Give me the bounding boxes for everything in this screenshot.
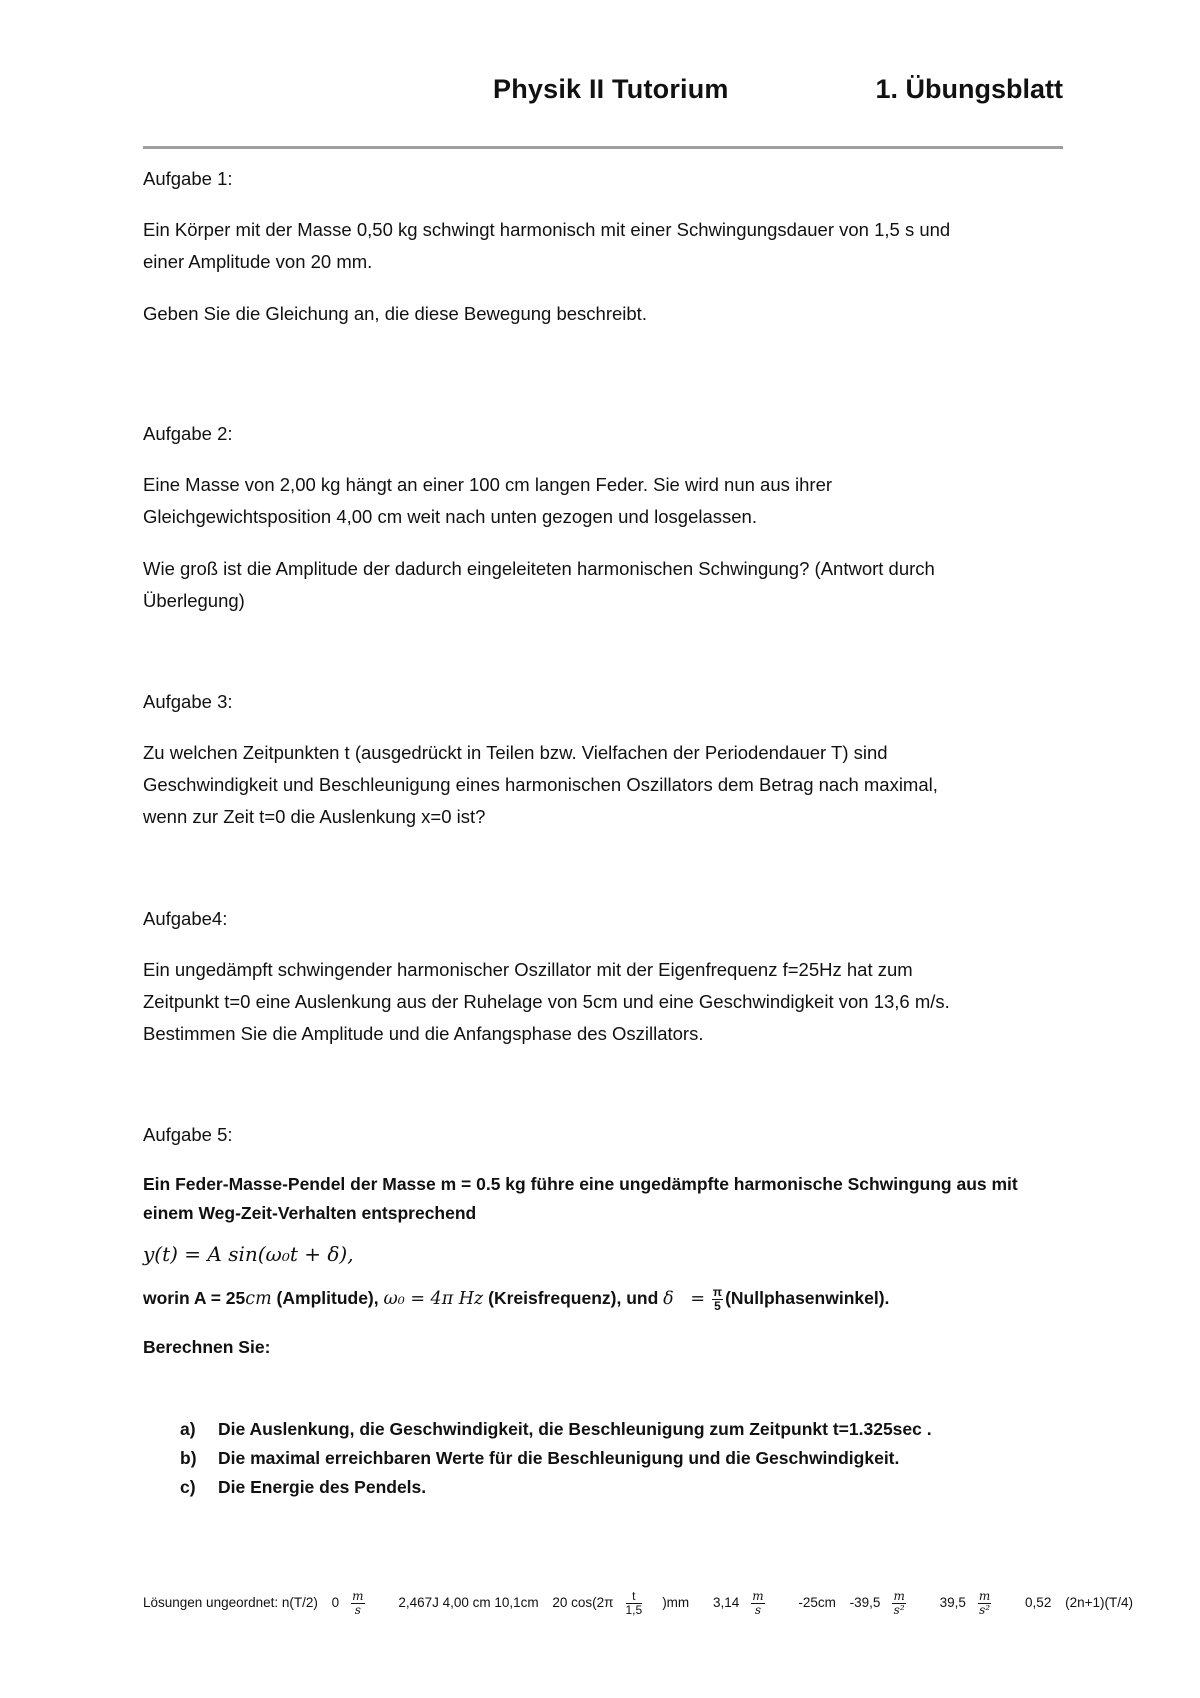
task-4-text-line2: Zeitpunkt t=0 eine Auslenkung aus der Ruhelage von 5cm und eine Geschwindigkeit von 13,6 m/s. — [143, 991, 950, 1012]
pi-over-five-fraction — [712, 1286, 723, 1313]
solution-phase: 0,52 — [1025, 1595, 1052, 1611]
omega-expression: ω₀ = 4π Hz — [383, 1289, 484, 1309]
task-2-question-line1: Wie groß ist die Amplitude der dadurch eingeleiteten harmonischen Schwingung? (Antwort durch — [143, 558, 935, 579]
task-2-text-line1: Eine Masse von 2,00 kg hängt an einer 100 cm langen Feder. Sie wird nun aus ihrer — [143, 474, 833, 495]
list-item-text: Die maximal erreichbaren Werte für die Beschleunigung und die Geschwindigkeit. — [218, 1448, 900, 1468]
solution-velocity: 3,14 $\frac{m}{s}$ — [713, 1595, 785, 1610]
list-marker: a) — [180, 1419, 196, 1439]
header-divider — [143, 146, 1063, 149]
list-item-text: Die Energie des Pendels. — [218, 1477, 427, 1497]
solutions-label: Lösungen ungeordnet: n(T/2) — [143, 1595, 318, 1611]
solution-acceleration: 39,5 $\frac{m}{\text{s²}}$ — [940, 1595, 1012, 1610]
page-header — [143, 74, 1063, 114]
solution-acceleration-negative: -39,5 $\frac{m}{\text{s²}}$ — [850, 1595, 926, 1610]
nullphasenwinkel-label: (Nullphasenwinkel). — [725, 1288, 890, 1308]
task-5-where-line — [143, 1282, 1043, 1315]
task-2 — [143, 418, 1043, 617]
task-5-text-line1: Ein Feder-Masse-Pendel der Masse m = 0.5 kg führe eine ungedämpfte harmonische Schwingung aus mit — [143, 1174, 1018, 1194]
berechnen-heading: Berechnen Sie: — [143, 1337, 271, 1357]
list-item — [180, 1473, 1060, 1502]
fraction-numerator: π — [712, 1284, 723, 1299]
solution-times: (2n+1)(T/4) — [1065, 1595, 1133, 1611]
task-4-heading: Aufgabe4: — [143, 908, 228, 929]
fraction-denominator: 5 — [714, 1298, 721, 1313]
task-1-heading: Aufgabe 1: — [143, 168, 233, 189]
task-3-text-line2: Geschwindigkeit und Beschleunigung eines harmonischen Oszillators dem Betrag nach maximal, — [143, 774, 938, 795]
kreisfrequenz-label: (Kreisfrequenz), und — [483, 1288, 664, 1308]
task-4 — [143, 903, 1043, 1050]
task-1 — [143, 163, 1043, 330]
document-title: Physik II Tutorium — [493, 74, 729, 104]
task-5-heading: Aufgabe 5: — [143, 1124, 233, 1145]
task-3-heading: Aufgabe 3: — [143, 691, 233, 712]
amplitude-unit: cm — [245, 1289, 272, 1309]
solution-values-group: 2,467J 4,00 cm 10,1cm — [398, 1595, 539, 1611]
task-3 — [143, 686, 1043, 833]
time-fraction: $\frac{t}{1,5}$ — [625, 1589, 643, 1617]
sheet-number: 1. Übungsblatt — [875, 74, 1063, 104]
task-5 — [143, 1119, 1043, 1363]
solution-displacement: -25cm — [798, 1595, 836, 1611]
task-1-question: Geben Sie die Gleichung an, die diese Bewegung beschreibt. — [143, 303, 647, 324]
amplitude-label: (Amplitude), — [271, 1288, 384, 1308]
list-marker: b) — [180, 1448, 197, 1468]
task-2-question-line2: Überlegung) — [143, 590, 245, 611]
task-5-subtasks — [180, 1415, 1060, 1502]
task-2-heading: Aufgabe 2: — [143, 423, 233, 444]
unit-fraction: $\frac{m}{\text{s²}}$ — [893, 1589, 905, 1617]
task-4-text-line3: Bestimmen Sie die Amplitude und die Anfangsphase des Oszillators. — [143, 1023, 704, 1044]
list-item — [180, 1444, 1060, 1473]
solution-equation: 20 cos(2π $\frac{t}{1,5}$ )mm — [552, 1589, 690, 1617]
task-4-text-line1: Ein ungedämpft schwingender harmonischer Oszillator mit der Eigenfrequenz f=25Hz hat zum — [143, 959, 913, 980]
unit-fraction: $\frac{m}{\text{s²}}$ — [978, 1589, 991, 1617]
list-marker: c) — [180, 1477, 196, 1497]
amplitude-prefix: worin A = 25 — [143, 1288, 246, 1308]
task-1-text-line1: Ein Körper mit der Masse 0,50 kg schwingt harmonisch mit einer Schwingungsdauer von 1,5 s und — [143, 219, 951, 240]
task-1-text-line2: einer Amplitude von 20 mm. — [143, 251, 373, 272]
task-2-text-line2: Gleichgewichtsposition 4,00 cm weit nach unten gezogen und losgelassen. — [143, 506, 757, 527]
task-3-text-line1: Zu welchen Zeitpunkten t (ausgedrückt in Teilen bzw. Vielfachen der Periodendauer T) sind — [143, 742, 888, 763]
list-item-text: Die Auslenkung, die Geschwindigkeit, die Beschleunigung zum Zeitpunkt t=1.325sec . — [218, 1419, 932, 1439]
delta-expression: δ = — [663, 1289, 706, 1309]
solutions-footer — [143, 1589, 1133, 1617]
solution-velocity-zero: 0 $\frac{m}{s}$ — [332, 1595, 385, 1610]
list-item — [180, 1415, 1060, 1444]
unit-fraction: $\frac{m}{s}$ — [352, 1589, 364, 1617]
task-5-text-line2: einem Weg-Zeit-Verhalten entsprechend — [143, 1203, 477, 1223]
unit-fraction: $\frac{m}{s}$ — [752, 1589, 764, 1617]
task-5-equation: y(t) = A sin(ω₀t + δ), — [143, 1242, 354, 1266]
task-3-text-line3: wenn zur Zeit t=0 die Auslenkung x=0 ist? — [143, 806, 486, 827]
